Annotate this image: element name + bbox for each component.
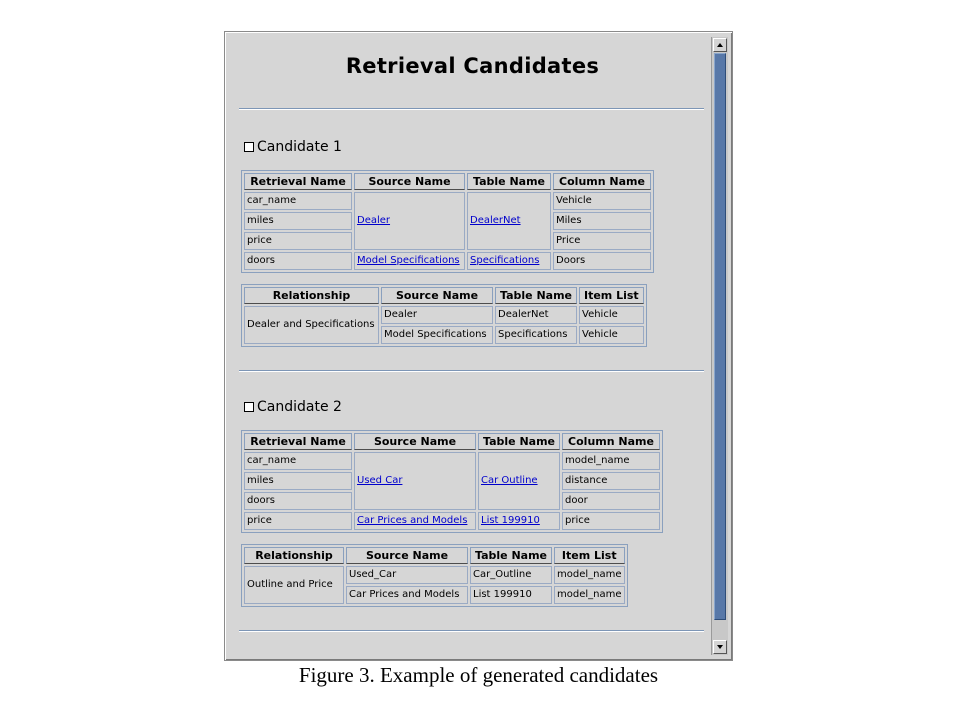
- table-link-dealernet[interactable]: DealerNet: [467, 192, 551, 250]
- item-list-header: Item List: [554, 547, 625, 564]
- source-name-cell: Dealer: [381, 306, 493, 324]
- candidate-2-retrieval-table: [241, 430, 663, 533]
- source-link-car-prices-and-models[interactable]: Car Prices and Models: [354, 512, 476, 530]
- source-name-header: Source Name: [354, 173, 465, 190]
- vertical-scrollbar[interactable]: [711, 37, 728, 655]
- item-list-header: Item List: [579, 287, 644, 304]
- table-name-cell: DealerNet: [495, 306, 577, 324]
- table-header-row: [244, 547, 625, 564]
- table-row: [244, 566, 625, 584]
- figure-caption: Figure 3. Example of generated candidates: [298, 663, 659, 687]
- source-name-cell: Used_Car: [346, 566, 468, 584]
- relationship-name-cell: Outline and Price: [244, 566, 344, 604]
- source-name-header: Source Name: [354, 433, 476, 450]
- column-name-header: Column Name: [553, 173, 651, 190]
- browser-window: [224, 31, 733, 661]
- source-link-used-car[interactable]: Used Car: [354, 452, 476, 510]
- column-name-cell: model_name: [562, 452, 660, 470]
- table-name-header: Table Name: [470, 547, 552, 564]
- table-name-cell: Specifications: [495, 326, 577, 344]
- table-name-cell: List 199910: [470, 586, 552, 604]
- source-name-header: Source Name: [346, 547, 468, 564]
- relationship-name-cell: Dealer and Specifications: [244, 306, 379, 344]
- candidate-2-label: Candidate 2: [257, 399, 342, 415]
- table-name-header: Table Name: [478, 433, 560, 450]
- retrieval-name-header: Retrieval Name: [244, 433, 352, 450]
- column-name-cell: door: [562, 492, 660, 510]
- table-link-car-outline[interactable]: Car Outline: [478, 452, 560, 510]
- retrieval-name-cell: car_name: [244, 452, 352, 470]
- column-name-cell: Vehicle: [553, 192, 651, 210]
- scroll-down-arrow-icon[interactable]: [713, 640, 727, 654]
- page-title: Retrieval Candidates: [345, 54, 600, 78]
- scrollbar-thumb[interactable]: [714, 53, 726, 620]
- item-list-cell: Vehicle: [579, 326, 644, 344]
- page-viewport: [229, 36, 716, 658]
- horizontal-rule: [239, 108, 704, 110]
- candidate-1-header: [244, 138, 342, 156]
- table-row: [244, 192, 651, 210]
- scroll-up-arrow-icon[interactable]: [713, 38, 727, 52]
- table-header-row: [244, 433, 660, 450]
- retrieval-name-cell: price: [244, 512, 352, 530]
- table-row: [244, 306, 644, 324]
- candidate-2-relationship-table: [241, 544, 628, 607]
- table-header-row: [244, 173, 651, 190]
- candidate-1-relationship-table: [241, 284, 647, 347]
- source-name-header: Source Name: [381, 287, 493, 304]
- candidate-2-checkbox[interactable]: [244, 402, 254, 412]
- horizontal-rule: [239, 370, 704, 372]
- relationship-header: Relationship: [244, 287, 379, 304]
- source-name-cell: Model Specifications: [381, 326, 493, 344]
- candidate-2-header: [244, 398, 342, 416]
- column-name-header: Column Name: [562, 433, 660, 450]
- retrieval-name-cell: car_name: [244, 192, 352, 210]
- table-name-header: Table Name: [495, 287, 577, 304]
- table-row: [244, 452, 660, 470]
- table-row: [244, 512, 660, 530]
- table-name-cell: Car_Outline: [470, 566, 552, 584]
- table-link-list-199910[interactable]: List 199910: [478, 512, 560, 530]
- source-link-model-specifications[interactable]: Model Specifications: [354, 252, 465, 270]
- item-list-cell: Vehicle: [579, 306, 644, 324]
- column-name-cell: Price: [553, 232, 651, 250]
- retrieval-name-cell: doors: [244, 252, 352, 270]
- retrieval-name-cell: miles: [244, 472, 352, 490]
- column-name-cell: distance: [562, 472, 660, 490]
- retrieval-name-cell: price: [244, 232, 352, 250]
- item-list-cell: model_name: [554, 566, 625, 584]
- column-name-cell: price: [562, 512, 660, 530]
- column-name-cell: Doors: [553, 252, 651, 270]
- item-list-cell: model_name: [554, 586, 625, 604]
- table-link-specifications[interactable]: Specifications: [467, 252, 551, 270]
- candidate-1-label: Candidate 1: [257, 139, 342, 155]
- horizontal-rule: [239, 630, 704, 632]
- relationship-header: Relationship: [244, 547, 344, 564]
- retrieval-name-cell: miles: [244, 212, 352, 230]
- table-header-row: [244, 287, 644, 304]
- candidate-1-checkbox[interactable]: [244, 142, 254, 152]
- retrieval-name-header: Retrieval Name: [244, 173, 352, 190]
- retrieval-name-cell: doors: [244, 492, 352, 510]
- table-name-header: Table Name: [467, 173, 551, 190]
- candidate-1-retrieval-table: [241, 170, 654, 273]
- source-name-cell: Car Prices and Models: [346, 586, 468, 604]
- table-row: [244, 252, 651, 270]
- column-name-cell: Miles: [553, 212, 651, 230]
- source-link-dealer[interactable]: Dealer: [354, 192, 465, 250]
